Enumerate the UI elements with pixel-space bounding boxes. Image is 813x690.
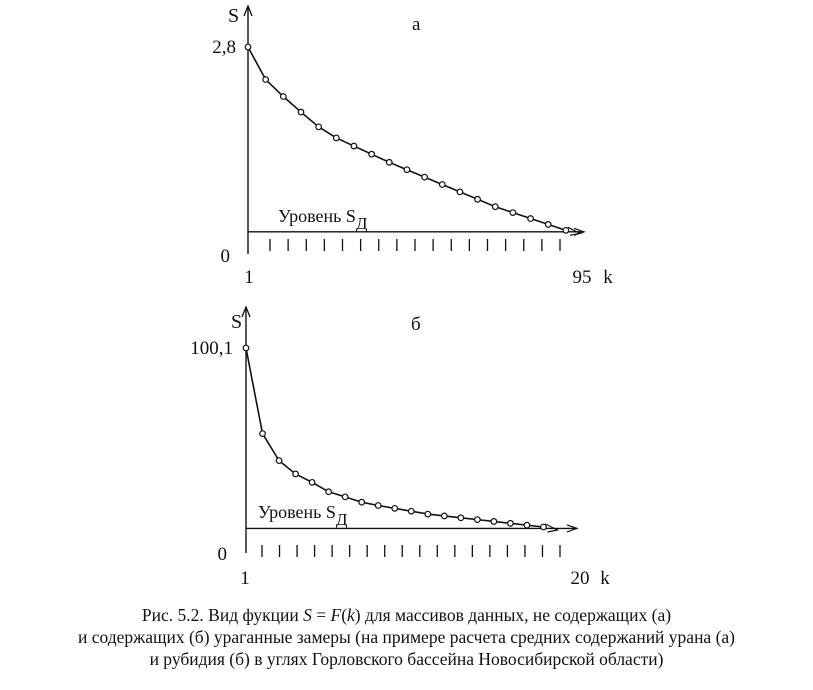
panel-б-data-point [293, 471, 299, 477]
panel-а-data-point [439, 182, 445, 188]
panel-б-x-axis-label: k [600, 568, 610, 589]
panel-б-data-point [425, 511, 431, 517]
panel-б-y-tick-label-top: 100,1 [190, 338, 233, 359]
panel-а-data-point [316, 124, 322, 130]
panel-б-y-axis-label: S [231, 311, 243, 333]
caption-line-2: и содержащих (б) ураганные замеры (на примере расчета средних содержаний урана (а) [77, 627, 735, 647]
panel-а-level-label: Уровень SД [278, 206, 368, 233]
panel-а-y-axis-label: S [228, 5, 240, 27]
formula-paren: ) [354, 605, 361, 625]
panel-а-data-point [475, 196, 481, 202]
panel-а-data-point [245, 44, 251, 50]
panel-а-x-axis-label: k [603, 267, 613, 288]
panel-а-data-point [369, 151, 375, 157]
formula-symbol-f: F [330, 605, 342, 625]
panel-а-data-point [351, 143, 357, 149]
panel-а-data-point [263, 77, 269, 83]
panel-а-series-line [248, 47, 566, 230]
panel-а-data-point [563, 228, 569, 234]
formula-symbol-k: k [347, 605, 355, 625]
panel-а-x-tick-label-max: 95 [572, 267, 592, 288]
panel-б-data-point [359, 499, 365, 505]
panel-б-panel-label: б [411, 314, 421, 335]
panel-а-panel-label: а [412, 14, 421, 35]
caption-text: Рис. 5.2. Вид фукции [141, 605, 304, 625]
panel-б-data-point [524, 522, 530, 528]
panel-а-data-point [333, 135, 339, 141]
panel-б-data-point [260, 431, 266, 437]
panel-б-data-point [491, 519, 497, 525]
panel-а-data-point [492, 204, 498, 210]
panel-б-series-line [246, 348, 543, 527]
panel-а-x-tick-label-min: 1 [244, 267, 254, 288]
caption-line-3: и рубидия (б) в углях Горловского бассейна Новосибирской области) [149, 649, 664, 669]
panel-а-data-point [281, 94, 287, 100]
panel-б-data-point [276, 458, 282, 464]
panel-б-data-point [342, 494, 348, 500]
panel-б-data-point [442, 513, 448, 519]
figure-caption [0, 604, 813, 670]
panel-а-data-point [386, 160, 392, 166]
panel-б-y-tick-label-zero: 0 [217, 544, 227, 565]
panel-б-data-point [326, 489, 332, 495]
panel-а-data-point [298, 109, 304, 115]
panel-б-data-point [475, 517, 481, 523]
panel-б-data-point [392, 506, 398, 512]
panel-б-x-tick-label-min: 1 [240, 568, 250, 589]
panel-б-data-point [458, 515, 464, 521]
panel-б-data-point [375, 503, 381, 509]
formula-paren: ( [341, 605, 348, 625]
panel-а-y-tick-label-top: 2,8 [212, 37, 236, 58]
panel-а-data-point [528, 216, 534, 222]
panel-б-level-label: Уровень SД [258, 502, 348, 529]
caption-line-1 [0, 604, 813, 626]
panel-а-data-point [545, 222, 551, 228]
formula-equals: = [311, 605, 331, 625]
panel-б-data-point [541, 524, 547, 530]
panel-а-data-point [404, 167, 410, 173]
panel-б-data-point [408, 508, 414, 514]
panel-а-data-point [457, 189, 463, 195]
panel-б-data-point [309, 480, 315, 486]
panel-а-y-tick-label-zero: 0 [220, 246, 230, 267]
panel-б-data-point [508, 521, 514, 527]
formula-symbol-s: S [303, 605, 312, 625]
panel-б-x-tick-label-max: 20 [570, 568, 590, 589]
panel-а-data-point [422, 174, 428, 180]
panel-а-data-point [510, 210, 516, 216]
panel-б-data-point [243, 345, 249, 351]
caption-text: для массивов данных, не содержащих (а) [360, 605, 672, 625]
